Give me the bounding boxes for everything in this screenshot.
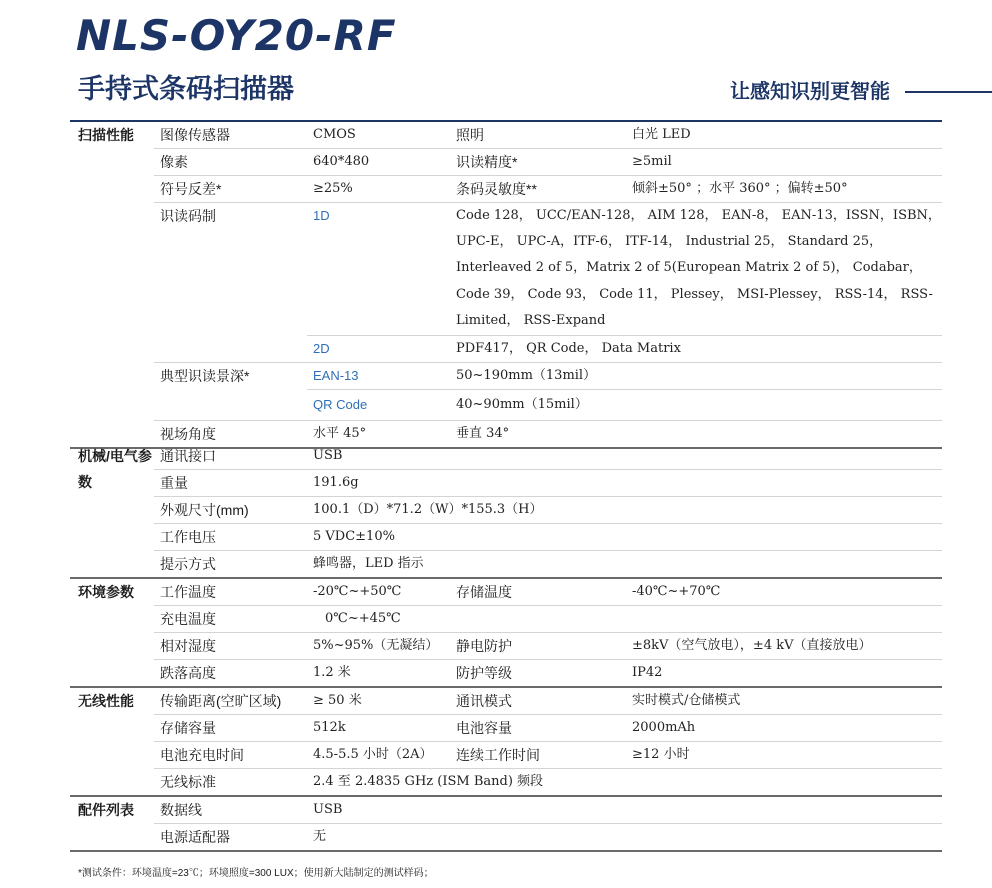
spec-label: 静电防护 <box>450 633 626 660</box>
spec-value: ≥5mil <box>626 149 942 176</box>
spec-sublabel: 1D <box>307 203 450 336</box>
section-scan: 扫描性能 <box>70 122 154 448</box>
spec-value: 191.6g <box>307 470 942 497</box>
spec-value: 512k <box>307 715 450 742</box>
spec-value: 垂直 34° <box>450 421 942 449</box>
spec-value: 0℃~+45℃ <box>307 606 942 633</box>
spec-value: 蜂鸣器，LED 指示 <box>307 551 942 579</box>
table-row <box>70 524 942 551</box>
section-mech: 机械/电气参数 <box>70 443 154 578</box>
table-row <box>70 687 942 715</box>
spec-value: USB <box>307 443 942 470</box>
spec-label: 电池充电时间 <box>154 742 307 769</box>
table-row <box>70 606 942 633</box>
spec-label: 符号反差* <box>154 176 307 203</box>
spec-value: ≥ 50 米 <box>307 687 450 715</box>
table-row <box>70 769 942 797</box>
spec-value: 4.5-5.5 小时（2A） <box>307 742 450 769</box>
spec-label: 识读码制 <box>154 203 307 363</box>
spec-value: 白光 LED <box>626 122 942 149</box>
slogan-divider <box>905 91 992 93</box>
spec-label: 视场角度 <box>154 421 307 449</box>
table-row <box>70 633 942 660</box>
spec-value: 1.2 米 <box>307 660 450 688</box>
spec-label: 像素 <box>154 149 307 176</box>
table-row <box>70 796 942 824</box>
table-row <box>70 660 942 688</box>
spec-label: 连续工作时间 <box>450 742 626 769</box>
section-env: 环境参数 <box>70 578 154 687</box>
spec-sublabel: 2D <box>307 336 450 363</box>
spec-label: 电源适配器 <box>154 824 307 852</box>
spec-value: PDF417， QR Code， Data Matrix <box>450 336 942 363</box>
spec-label: 识读精度* <box>450 149 626 176</box>
spec-label: 典型识读景深* <box>154 363 307 421</box>
spec-value: ≥25% <box>307 176 450 203</box>
spec-value: IP42 <box>626 660 942 688</box>
spec-label: 条码灵敏度** <box>450 176 626 203</box>
table-row <box>70 122 942 149</box>
spec-value: 640*480 <box>307 149 450 176</box>
spec-label: 电池容量 <box>450 715 626 742</box>
spec-value: 水平 45° <box>307 421 450 449</box>
footnote: *测试条件：环境温度=23℃；环境照度=300 LUX；使用新大陆制定的测试样码； <box>78 868 434 879</box>
spec-value: 50~190mm（13mil） <box>450 363 942 390</box>
spec-table <box>70 122 942 449</box>
slogan: 让感知识别更智能 <box>730 81 890 103</box>
spec-label: 照明 <box>450 122 626 149</box>
spec-value: 无 <box>307 824 942 852</box>
spec-label: 重量 <box>154 470 307 497</box>
table-row <box>70 497 942 524</box>
spec-label: 图像传感器 <box>154 122 307 149</box>
spec-label: 传输距离(空旷区域) <box>154 687 307 715</box>
table-row <box>70 742 942 769</box>
spec-label: 通讯接口 <box>154 443 307 470</box>
product-subtitle: 手持式条码扫描器 <box>78 74 294 104</box>
spec-value: 实时模式/仓储模式 <box>626 687 942 715</box>
spec-value: CMOS <box>307 122 450 149</box>
spec-label: 存储容量 <box>154 715 307 742</box>
spec-label: 工作电压 <box>154 524 307 551</box>
spec-label: 充电温度 <box>154 606 307 633</box>
spec-table-mech <box>70 443 942 852</box>
spec-value: 倾斜±50° ；水平 360° ；偏转±50° <box>626 176 942 203</box>
spec-value: USB <box>307 796 942 824</box>
table-row <box>70 715 942 742</box>
spec-label: 存储温度 <box>450 578 626 606</box>
spec-label: 防护等级 <box>450 660 626 688</box>
spec-label: 提示方式 <box>154 551 307 579</box>
product-model-title: NLS-OY20-RF <box>76 11 397 60</box>
spec-value: 40~90mm（15mil） <box>450 390 942 421</box>
spec-sublabel: QR Code <box>307 390 450 421</box>
table-row <box>70 470 942 497</box>
spec-value: Code 128， UCC/EAN-128， AIM 128， EAN-8， EAN-13，ISSN，ISBN， UPC-E， UPC-A，ITF-6， ITF-14， Industrial 25， Standard 25， Interleaved 2 of 5，Matrix 2 of 5(European Matrix 2 of 5)， Codabar， Code 39， Code 93， Code 11， Plessey， MSI-Plessey， RSS-14， RSS-Limited， RSS-Expand <box>450 203 942 336</box>
table-row <box>70 176 942 203</box>
spec-value: 2000mAh <box>626 715 942 742</box>
spec-label: 工作温度 <box>154 578 307 606</box>
spec-value: -20℃~+50℃ <box>307 578 450 606</box>
spec-label: 数据线 <box>154 796 307 824</box>
spec-label: 外观尺寸(mm) <box>154 497 307 524</box>
spec-value: -40℃~+70℃ <box>626 578 942 606</box>
table-row <box>70 363 942 390</box>
spec-sublabel: EAN-13 <box>307 363 450 390</box>
table-row <box>70 203 942 336</box>
spec-value: 2.4 至 2.4835 GHz (ISM Band) 频段 <box>307 769 942 797</box>
table-row <box>70 149 942 176</box>
spec-value: 100.1（D）*71.2（W）*155.3（H） <box>307 497 942 524</box>
spec-label: 相对湿度 <box>154 633 307 660</box>
spec-label: 无线标准 <box>154 769 307 797</box>
spec-value: 5 VDC±10% <box>307 524 942 551</box>
spec-value: 5%~95%（无凝结） <box>307 633 450 660</box>
spec-value: ±8kV（空气放电），±4 kV（直接放电） <box>626 633 942 660</box>
spec-value: ≥12 小时 <box>626 742 942 769</box>
table-row <box>70 551 942 579</box>
spec-label: 通讯模式 <box>450 687 626 715</box>
section-accessories: 配件列表 <box>70 796 154 851</box>
spec-label: 跌落高度 <box>154 660 307 688</box>
table-row <box>70 578 942 606</box>
table-row <box>70 443 942 470</box>
section-wireless: 无线性能 <box>70 687 154 796</box>
table-row <box>70 824 942 852</box>
